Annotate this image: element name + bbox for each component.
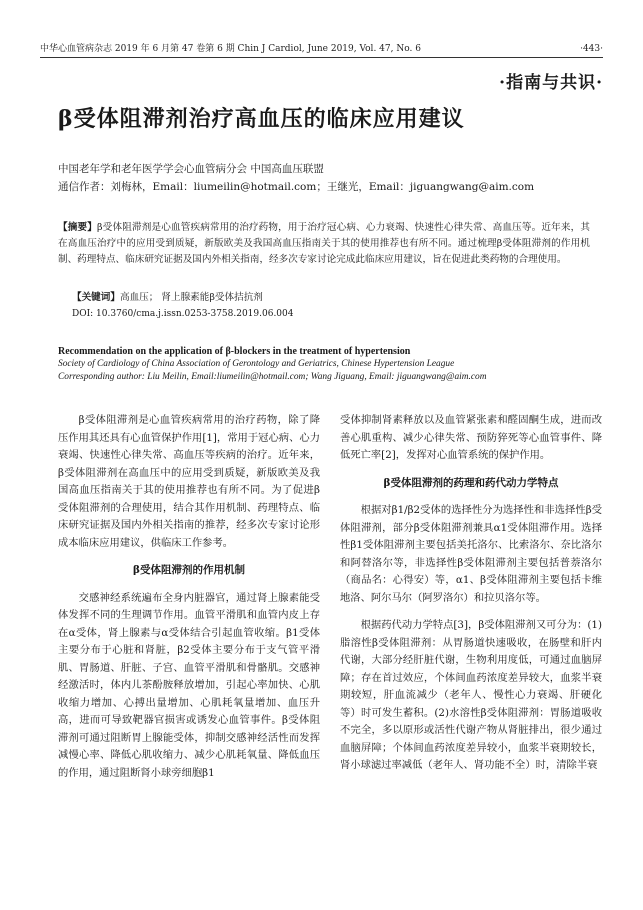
english-affiliation: Society of Cardiology of China Association of Gerontology and Geriatrics, Chinese Hypertension League (58, 359, 455, 369)
mechanism-paragraph: 交感神经系统遍布全身内脏器官，通过肾上腺素能受体发挥不同的生理调节作用。血管平滑肌和血管内皮上存在α受体，肾上腺素与α受体结合引起血管收缩。β1受体主要分布于心脏和肾脏，β2受体主要分布于支气管平滑肌、胃肠道、肝脏、子宫、血管平滑肌和骨骼肌。交感神经激活时，体内儿茶酚胺释放增加，引起心率加快、心肌收缩力增加、心搏出量增加、心肌耗氧量增加、血压升高，进而可导致靶器官损害或诱发心血管事件。β受体阻滞剂可通过阻断胃上腺能受体，抑制交感神经活性而发挥减慢心率、降低心肌收缩力、减少心肌耗氧量、降低血压的作用，通过阻断肾小球旁细胞β1 (58, 591, 320, 779)
keywords (72, 290, 592, 306)
keywords-text: 高血压； 肾上腺素能β受体拮抗剂 (119, 292, 263, 303)
page-number: ·443· (580, 44, 603, 54)
abstract-text: β受体阻滞剂是心血管疾病常用的治疗药物，用于治疗冠心病、心力衰竭、快速性心律失常、高血压等。近年来，其在高血压治疗中的应用受到质疑，新版欧美及我国高血压指南关于其的使用推荐也有所不同。通过梳理β受体阻滞剂的作用机制、药理特点、临床研究证据及国内外相关指南，经多次专家讨论完成此临床应用建议，旨在促进此类药物的合理使用。 (58, 222, 591, 265)
continuation-paragraph: 受体抑制肾素释放以及血管紧张素和醛固酮生成，进而改善心肌重构、减少心律失常、预防猝死等心血管事件、降低死亡率[2]，发挥对心血管系统的保护作用。 (340, 414, 602, 461)
intro-paragraph: β受体阻滞剂是心血管疾病常用的治疗药物，除了降压作用其还具有心血管保护作用[1]，常用于冠心病、心力衰竭、快速性心律失常、高血压等疾病的治疗。近年来，β受体阻滞剂在高血压中的应用受到质疑，新版欧美及我国高血压指南关于其的使用推荐也有所不同。为了促进β受体阻滞剂的合理使用，结合其作用机制、药理特点、临床研究证据及国内外相关指南的推荐，经多次专家讨论形成本临床应用建议，供临床工作参考。 (58, 414, 320, 549)
doi: DOI: 10.3760/cma.j.issn.0253-3758.2019.06.004 (72, 309, 294, 319)
author-organizations: 中国老年学和老年医学学会心血管病分会 中国高血压联盟 (58, 163, 324, 175)
keywords-label: 【关键词】 (72, 292, 120, 303)
pharmacokinetics-paragraph: 根据药代动力学特点[3]，β受体阻滞剂又可分为：(1)脂溶性β受体阻滞剂：从胃肠道快速吸收，在肠壁和肝内代谢，大部分经肝脏代谢，生物利用度低，可通过血脑屏障；存在首过效应，个体间血药浓度差异较大，血浆半衰期较短，肝血流减少（老年人、慢性心力衰竭、肝硬化等）时可发生蓄积。(2)水溶性β受体阻滞剂：胃肠道吸收不完全，多以原形或活性代谢产物从肾脏排出，很少通过血脑屏障；个体间血药浓度差异较小，血浆半衰期较长，肾小球滤过率减低（老年人、肾功能不全）时，清除半衰 (340, 619, 602, 771)
section-tag: ·指南与共识· (499, 73, 603, 93)
pharmacology-paragraph: 根据对β1/β2受体的选择性分为选择性和非选择性β受体阻滞剂，部分β受体阻滞剂兼具α1受体阻滞作用。选择性β1受体阻滞剂主要包括美托洛尔、比索洛尔、奈比洛尔和阿替洛尔等，非选择性β受体阻滞剂主要包括普萘洛尔（商品名：心得安）等，α1、β受体阻滞剂主要包括卡维地洛、阿尔马尔（阿罗洛尔）和拉贝洛尔等。 (340, 504, 602, 604)
abstract (58, 220, 590, 268)
article-title: β受体阻滞剂治疗高血压的临床应用建议 (58, 106, 465, 132)
body-column-right (340, 412, 602, 785)
body-column-left (58, 412, 320, 792)
corresponding-authors: 通信作者：刘梅林，Email：liumeilin@hotmail.com；王继光，Email：jiguangwang@aim.com (58, 181, 535, 193)
english-corresponding: Corresponding author: Liu Meilin, Email:liumeilin@hotmail.com; Wang Jiguang, Email: jiguangwang@aim.com (58, 372, 487, 382)
section-heading-mechanism: β受体阻滞剂的作用机制 (133, 564, 245, 576)
author-block (58, 160, 618, 196)
english-title: Recommendation on the application of β-blockers in the treatment of hypertension (58, 346, 411, 357)
running-head-journal: 中华心血管病杂志 2019 年 6 月第 47 卷第 6 期 Chin J Cardiol, June 2019, Vol. 47, No. 6 (40, 44, 421, 54)
english-abstract-header (58, 345, 598, 384)
section-heading-pharmacology: β受体阻滞剂的药理和药代动力学特点 (383, 476, 559, 489)
abstract-label: 【摘要】 (58, 222, 97, 233)
header-rule (40, 57, 603, 58)
running-head (40, 44, 603, 55)
